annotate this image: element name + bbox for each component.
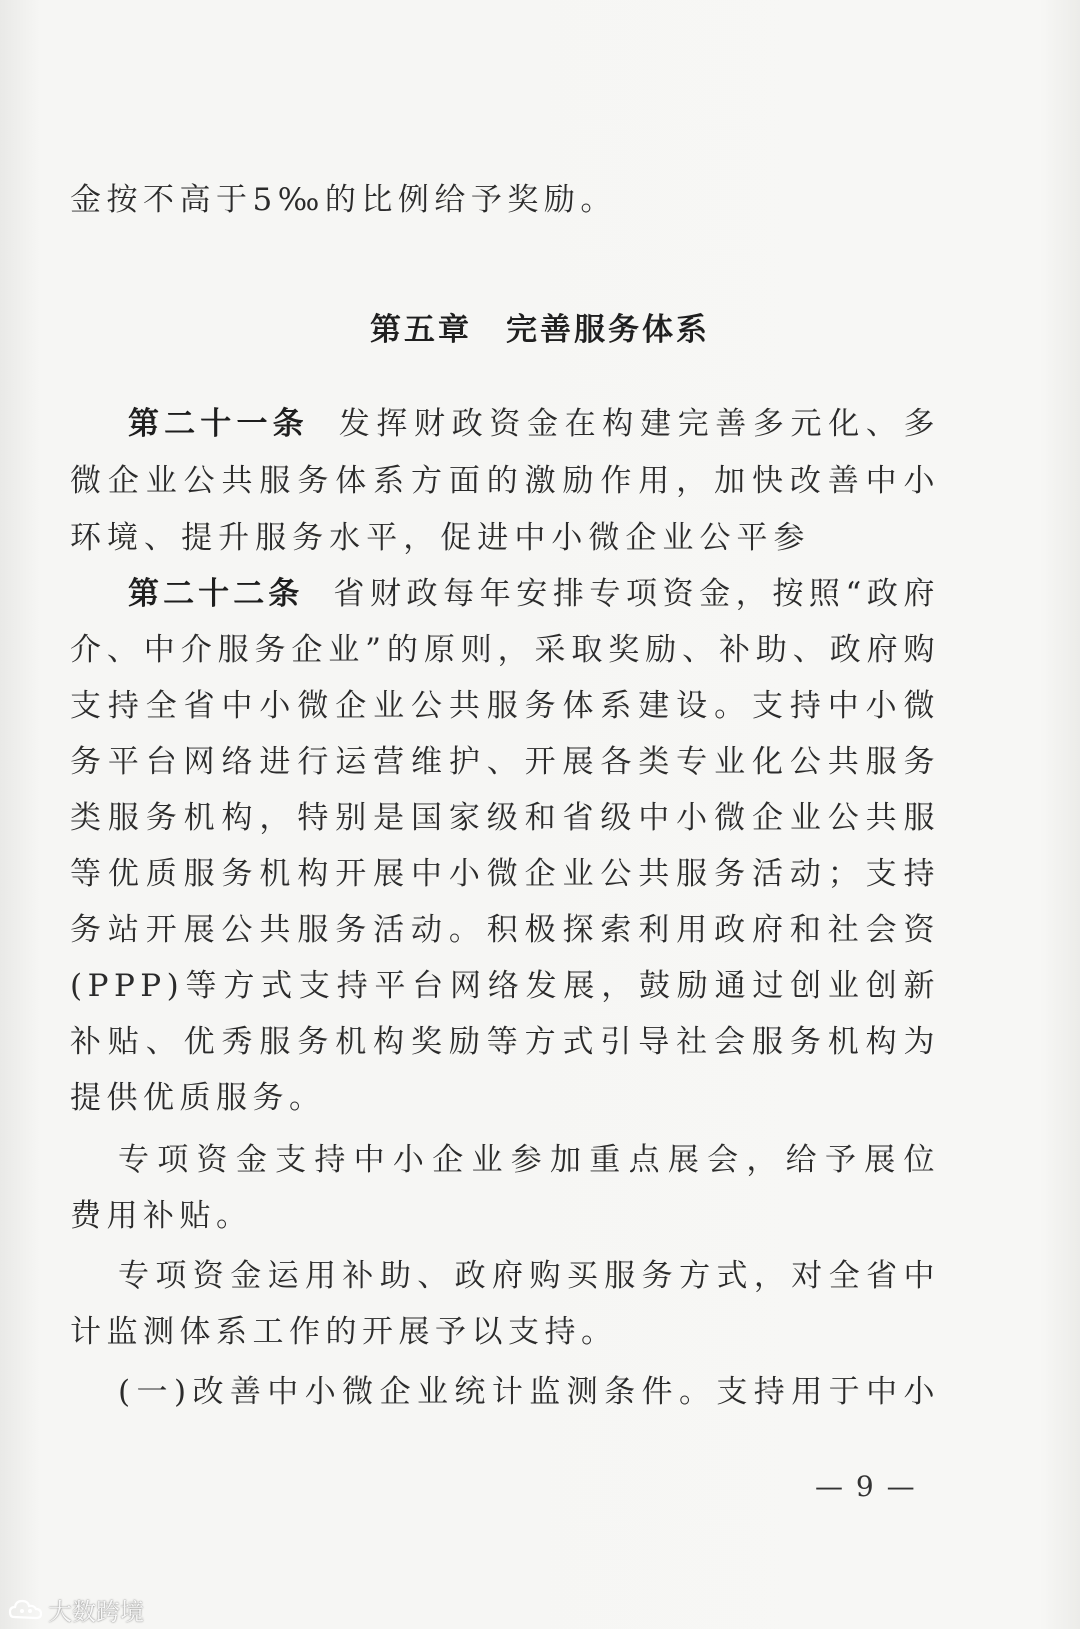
article-22-line-10: 提供优质服务。 [70, 1080, 326, 1116]
article-22-line-1: 第二十二条 省财政每年安排专项资金，按照“政府 [128, 576, 940, 612]
item-1-line: (一)改善中小微企业统计监测条件。支持用于中小 [118, 1374, 940, 1410]
article-22-line-9: 补贴、优秀服务机构奖励等方式引导社会服务机构为 [70, 1024, 940, 1060]
exhibition-para-line-1: 专项资金支持中小企业参加重点展会，给予展位 [118, 1142, 940, 1178]
watermark [8, 1592, 144, 1627]
article-22-line-3: 支持全省中小微企业公共服务体系建设。支持中小微 [70, 688, 940, 724]
watermark-text: 大数跨境 [48, 1598, 144, 1626]
chapter-subtitle: 完善服务体系 [506, 312, 710, 348]
page-number: — 9 — [815, 1470, 917, 1503]
chapter-heading [0, 304, 1080, 349]
article-21-label: 第二十一条 [128, 406, 309, 442]
chapter-number: 第五章 [370, 312, 472, 348]
cloud-logo-icon [8, 1597, 44, 1623]
article-22-line-5: 类服务机构，特别是国家级和省级中小微企业公共服 [70, 800, 940, 836]
article-22-line-6: 等优质服务机构开展中小微企业公共服务活动；支持 [70, 856, 940, 892]
article-22-line-7: 务站开展公共服务活动。积极探索利用政府和社会资 [70, 912, 940, 948]
article-22-line-2: 介、中介服务企业”的原则，采取奖励、补助、政府购 [70, 632, 940, 668]
article-22-line-8: (PPP)等方式支持平台网络发展，鼓励通过创业创新 [70, 968, 940, 1004]
article-22-line-4: 务平台网络进行运营维护、开展各类专业化公共服务 [70, 744, 940, 780]
article-21-line-3: 环境、提升服务水平，促进中小微企业公平参 [70, 520, 810, 556]
article-21-line-2: 微企业公共服务体系方面的激励作用，加快改善中小 [70, 463, 940, 499]
continuation-line: 金按不高于5‰的比例给予奖励。 [70, 182, 617, 218]
statistics-para-line-1: 专项资金运用补助、政府购买服务方式，对全省中 [118, 1258, 940, 1294]
exhibition-para-line-2: 费用补贴。 [70, 1198, 253, 1234]
article-21-line-1: 第二十一条 发挥财政资金在构建完善多元化、多 [128, 406, 940, 442]
article-22-label: 第二十二条 [128, 576, 304, 612]
statistics-para-line-2: 计监测体系工作的开展予以支持。 [70, 1314, 618, 1350]
